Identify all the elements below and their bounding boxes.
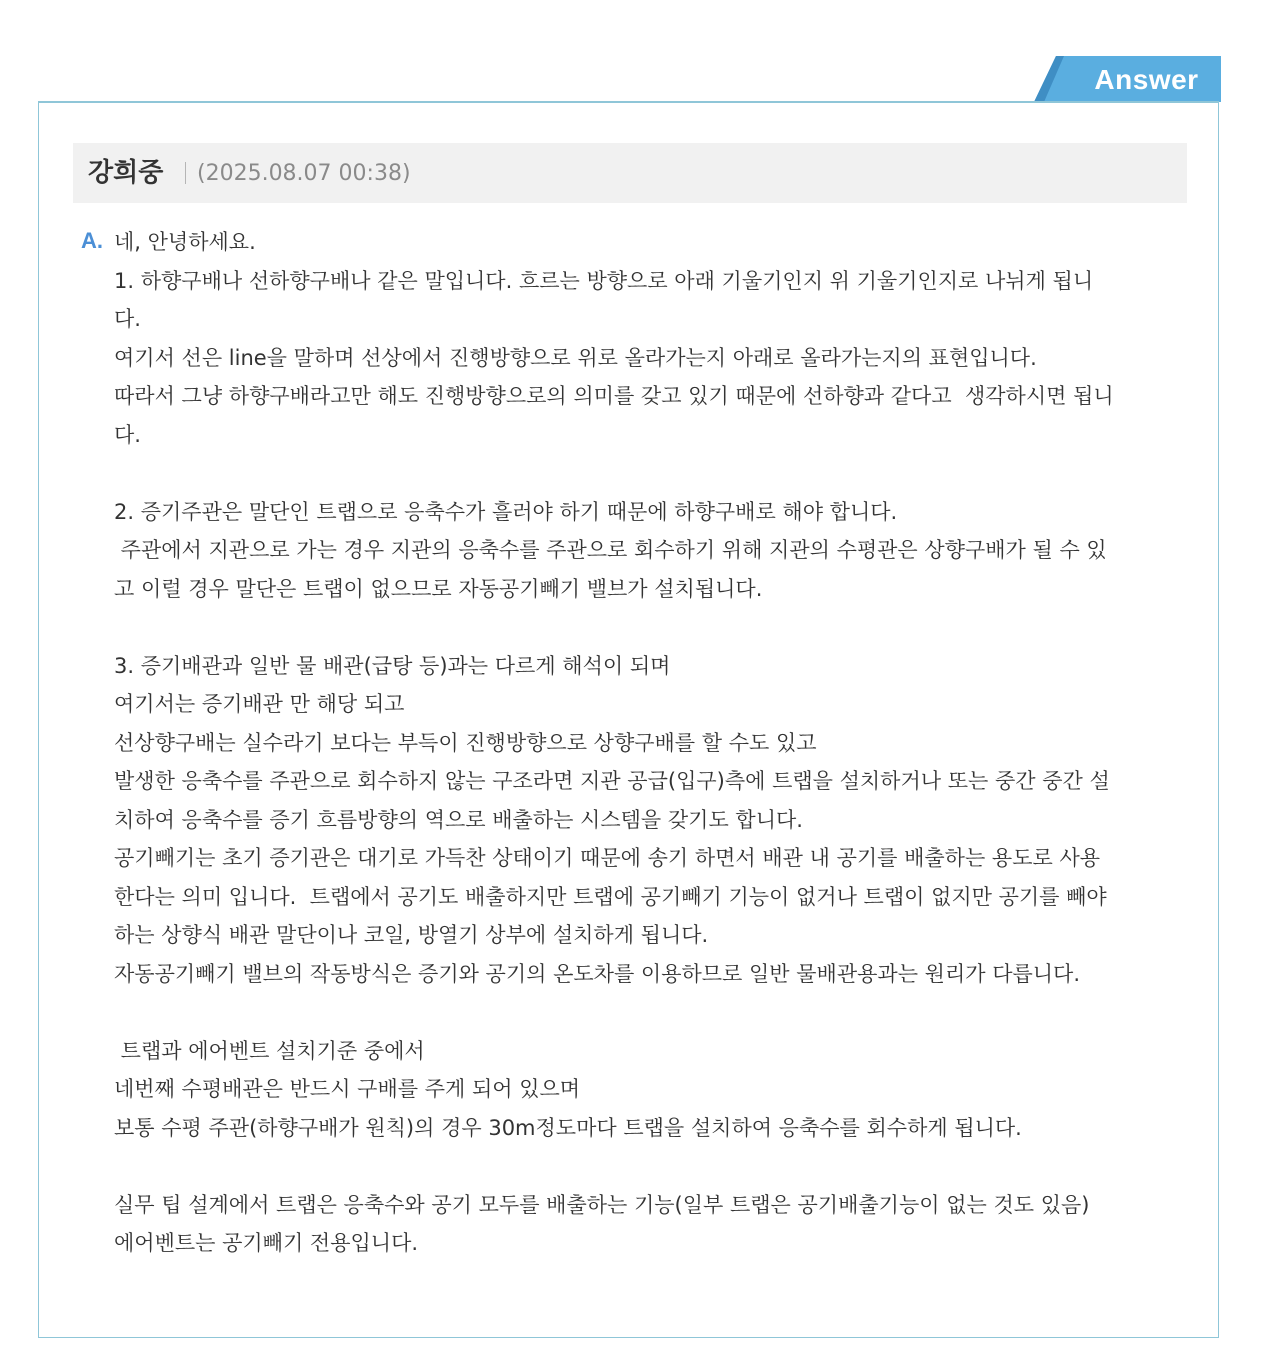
answer-line: 2. 증기주관은 말단인 트랩으로 응축수가 흘러야 하기 때문에 하향구배로 해야 합니다.	[114, 499, 898, 524]
answer-line: 1. 하향구배나 선하향구배나 같은 말입니다. 흐르는 방향으로 아래 기울기인지 위 기울기인지로 나뉘게 됩니	[114, 268, 1094, 293]
answer-line: 공기빼기는 초기 증기관은 대기로 가득찬 상태이기 때문에 송기 하면서 배관 내 공기를 배출하는 용도로 사용	[114, 846, 1101, 870]
answer-header	[73, 143, 1187, 203]
answer-line: 여기서 선은 line을 말하며 선상에서 진행방향으로 위로 올라가는지 아래로 올라가는지의 표현입니다.	[114, 345, 1037, 370]
answer-line: 발생한 응축수를 주관으로 회수하지 않는 구조라면 지관 공급(입구)측에 트랩을 설치하거나 또는 중간 중간 설	[114, 769, 1110, 793]
author-name: 강희중	[88, 158, 164, 188]
answer-line: 따라서 그냥 하향구배라고만 해도 진행방향으로의 의미를 갖고 있기 때문에 선하향과 같다고 생각하시면 됩니	[114, 384, 1114, 408]
answer-tab	[1034, 56, 1221, 102]
header-divider	[185, 162, 186, 184]
answer-line: 다.	[114, 307, 141, 331]
answer-tab-label: Answer	[1094, 64, 1199, 95]
answer-line: 보통 수평 주관(하향구배가 원칙)의 경우 30m정도마다 트랩을 설치하여 응축수를 회수하게 됩니다.	[114, 1115, 1022, 1140]
answer-line: 선상향구배는 실수라기 보다는 부득이 진행방향으로 상향구배를 할 수도 있고	[114, 730, 817, 755]
answer-box	[38, 101, 1219, 1338]
answer-line	[114, 608, 1194, 647]
answer-line: 에어벤트는 공기빼기 전용입니다.	[114, 1231, 419, 1255]
answer-line	[114, 1147, 1194, 1186]
answer-line: 3. 증기배관과 일반 물 배관(급탕 등)과는 다르게 해석이 되며	[114, 653, 671, 678]
answer-line: 네번째 수평배관은 반드시 구배를 주게 되어 있으며	[114, 1077, 581, 1101]
answer-line: 다.	[114, 422, 141, 447]
answer-line: 자동공기빼기 밸브의 작동방식은 증기와 공기의 온도차를 이용하므로 일반 물배관용과는 원리가 다릅니다.	[114, 961, 1081, 986]
answer-line	[114, 993, 1194, 1032]
answer-line: 실무 팁 설계에서 트랩은 응축수와 공기 모두를 배출하는 기능(일부 트랩은 공기배출기능이 없는 것도 있음)	[114, 1192, 1090, 1217]
answer-line: 트랩과 에어벤트 설치기준 중에서	[114, 1038, 425, 1063]
answer-line	[114, 454, 1194, 493]
answer-line: 하는 상향식 배관 말단이나 코일, 방열기 상부에 설치하게 됩니다.	[114, 923, 709, 947]
answer-line: 치하여 응축수를 증기 흐름방향의 역으로 배출하는 시스템을 갖기도 합니다.	[114, 807, 803, 832]
answer-date: (2025.08.07 00:38)	[197, 161, 411, 186]
answer-line: 네, 안녕하세요.	[114, 230, 256, 254]
answer-line: 한다는 의미 입니다. 트랩에서 공기도 배출하지만 트랩에 공기빼기 기능이 없거나 트랩이 없지만 공기를 빼야	[114, 884, 1107, 909]
answer-line: 주관에서 지관으로 가는 경우 지관의 응축수를 주관으로 회수하기 위해 지관의 수평관은 상향구배가 될 수 있	[114, 538, 1107, 562]
answer-marker: A.	[81, 228, 103, 253]
answer-line: 여기서는 증기배관 만 해당 되고	[114, 692, 405, 716]
answer-line: 고 이럴 경우 말단은 트랩이 없으므로 자동공기빼기 밸브가 설치됩니다.	[114, 576, 763, 601]
answer-content	[114, 223, 1194, 1263]
